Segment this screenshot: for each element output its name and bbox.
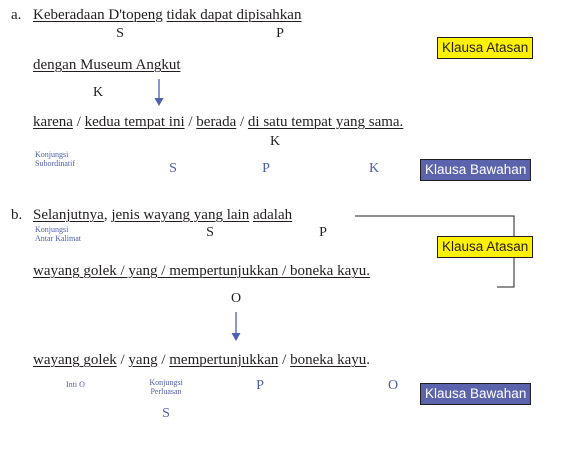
label-inti-o: Inti O: [66, 380, 85, 389]
segment-slash: /: [184, 114, 197, 130]
segment-slash: /: [157, 352, 170, 368]
sentence-b-line1: [33, 206, 292, 224]
label-konjungsi-subordinatif: Konjungsi Subordinatif: [35, 150, 75, 168]
segment-predicate: tidak dapat dipisahkan: [166, 7, 302, 23]
label-p: P: [319, 225, 327, 240]
sentence-a-line2: dengan Museum Angkut: [33, 57, 181, 73]
label-p: P: [276, 26, 284, 41]
arrow-down-icon: [231, 312, 241, 342]
label-konjungsi-perluasan: Konjungsi Perluasan: [149, 378, 183, 396]
klausa-atasan-badge-a: Klausa Atasan: [437, 37, 533, 59]
segment-predicate: mempertunjukkan: [169, 352, 279, 368]
segment-slash: /: [278, 352, 291, 368]
label-s: S: [206, 225, 214, 240]
label-k: K: [92, 85, 104, 100]
klausa-bawahan-badge-a: Klausa Bawahan: [420, 159, 531, 181]
sentence-b-line3: [33, 351, 370, 369]
label-s: S: [169, 161, 177, 176]
segment-core-object: wayang golek: [33, 352, 117, 368]
label-s: S: [162, 406, 170, 421]
arrow-down-icon: [154, 79, 164, 107]
segment-comma: ,: [103, 207, 112, 223]
marker-a: a.: [11, 7, 22, 23]
segment-slash: /: [72, 114, 85, 130]
label-k: K: [269, 134, 281, 149]
segment-slash: /: [236, 114, 248, 130]
segment-period: .: [366, 352, 371, 368]
sentence-a-line1: [33, 6, 301, 24]
segment-subject: Keberadaan D'topeng: [33, 7, 163, 23]
sentence-b-line2: wayang golek / yang / mempertunjukkan / boneka kayu.: [33, 263, 370, 279]
marker-b: b.: [11, 207, 23, 223]
klausa-atasan-badge-b: Klausa Atasan: [437, 236, 533, 258]
segment-slash: /: [116, 352, 129, 368]
segment-conjunction: karena: [33, 114, 73, 130]
segment-subject: jenis wayang yang lain: [111, 207, 250, 223]
segment-conjunction: yang: [128, 352, 158, 368]
klausa-bawahan-badge-b: Klausa Bawahan: [420, 383, 531, 405]
label-p: P: [256, 378, 264, 393]
segment-predicate: adalah: [252, 207, 293, 223]
sentence-a-line3: [33, 113, 403, 131]
label-s: S: [116, 26, 124, 41]
segment-conjunction: Selanjutnya: [33, 207, 104, 223]
segment-predicate: berada: [196, 114, 237, 130]
label-p: P: [262, 161, 270, 176]
segment-adverbial: di satu tempat yang sama.: [247, 114, 404, 130]
label-o: O: [387, 378, 399, 393]
segment-object: boneka kayu: [290, 352, 367, 368]
label-k: K: [368, 161, 380, 176]
segment-subject: kedua tempat ini: [84, 114, 185, 130]
label-o: O: [230, 291, 242, 306]
label-konjungsi-antar-kalimat: Konjungsi Antar Kalimat: [35, 225, 81, 243]
